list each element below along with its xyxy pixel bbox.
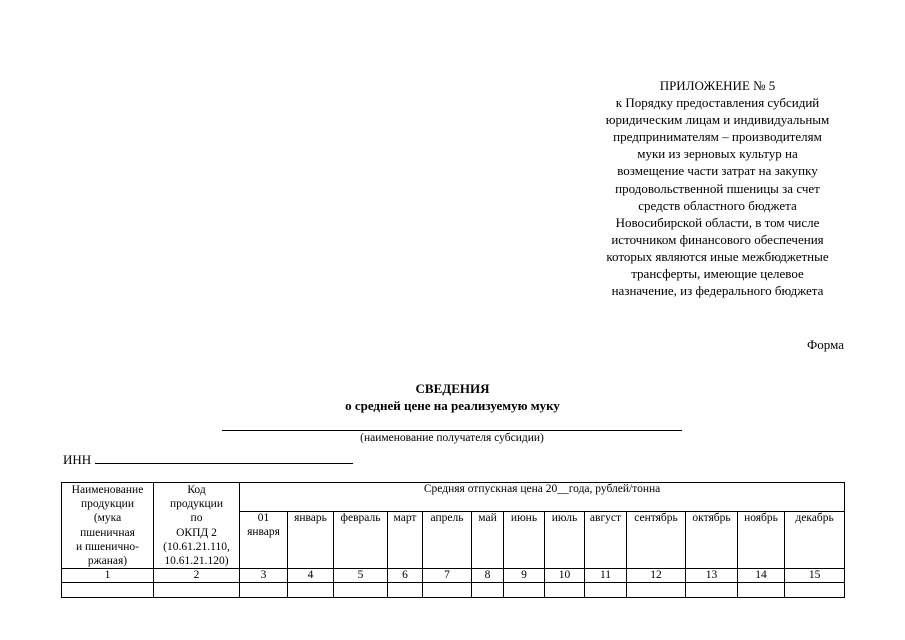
header-month: сентябрь (627, 512, 686, 569)
column-number: 6 (388, 569, 423, 583)
table-cell[interactable] (504, 583, 545, 598)
header-month: май (472, 512, 504, 569)
header-month: январь (288, 512, 334, 569)
table-cell[interactable] (738, 583, 785, 598)
column-number: 10 (545, 569, 585, 583)
header-average-price: Средняя отпускная цена 20__года, рублей/тонна (240, 483, 845, 512)
appendix-line: которых являются иные межбюджетные (606, 248, 829, 264)
table-cell[interactable] (154, 583, 240, 598)
column-number: 2 (154, 569, 240, 583)
column-number: 15 (785, 569, 845, 583)
column-number: 9 (504, 569, 545, 583)
price-table (61, 482, 845, 598)
appendix-line: ПРИЛОЖЕНИЕ № 5 (659, 78, 776, 93)
table-cell[interactable] (423, 583, 472, 598)
inn-field (63, 448, 353, 468)
column-number: 4 (288, 569, 334, 583)
appendix-line: к Порядку предоставления субсидий (615, 95, 820, 111)
header-month: ноябрь (738, 512, 785, 569)
recipient-name-line[interactable] (222, 430, 682, 431)
appendix-line: муки из зерновых культур на (637, 146, 798, 162)
column-number: 7 (423, 569, 472, 583)
header-month: декабрь (785, 512, 845, 569)
header-product-name: Наименование продукции (мука пшеничная и пшенично- ржаная) (62, 483, 154, 569)
appendix-line: возмещение части затрат на закупку (617, 163, 818, 179)
table-cell[interactable] (240, 583, 288, 598)
column-number: 5 (334, 569, 388, 583)
header-month: февраль (334, 512, 388, 569)
appendix-block (560, 77, 875, 299)
table-cell[interactable] (288, 583, 334, 598)
table-cell[interactable] (686, 583, 738, 598)
document-title: СВЕДЕНИЯ (415, 381, 490, 396)
inn-label: ИНН (63, 452, 92, 467)
form-label: Форма (807, 337, 844, 352)
column-number-row (62, 569, 845, 583)
table-cell[interactable] (585, 583, 627, 598)
table-cell[interactable] (785, 583, 845, 598)
recipient-caption: (наименование получателя субсидии) (360, 432, 544, 444)
table-cell[interactable] (472, 583, 504, 598)
column-number: 3 (240, 569, 288, 583)
appendix-line: трансферты, имеющие целевое (631, 266, 804, 282)
header-month: март (388, 512, 423, 569)
appendix-line: назначение, из федерального бюджета (611, 283, 824, 299)
header-month: июнь (504, 512, 545, 569)
column-number: 12 (627, 569, 686, 583)
column-number: 11 (585, 569, 627, 583)
header-product-code: Код продукции по ОКПД 2 (10.61.21.110, 10.61.21.120) (154, 483, 240, 569)
appendix-line: источником финансового обеспечения (611, 231, 824, 247)
table-header-row (62, 483, 845, 512)
header-month: апрель (423, 512, 472, 569)
header-month: июль (545, 512, 585, 569)
column-number: 1 (62, 569, 154, 583)
appendix-line: юридическим лицам и индивидуальным (605, 112, 830, 128)
appendix-line: Новосибирской области, в том числе (615, 214, 820, 230)
table-cell[interactable] (334, 583, 388, 598)
header-month: август (585, 512, 627, 569)
table-cell[interactable] (545, 583, 585, 598)
appendix-line: средств областного бюджета (638, 197, 797, 213)
column-number: 14 (738, 569, 785, 583)
header-month: октябрь (686, 512, 738, 569)
column-number: 13 (686, 569, 738, 583)
column-number: 8 (472, 569, 504, 583)
inn-input-line[interactable] (95, 448, 353, 464)
table-cell[interactable] (62, 583, 154, 598)
table-cell[interactable] (388, 583, 423, 598)
document-subtitle: о средней цене на реализуемую муку (345, 398, 560, 413)
header-month: 01 января (240, 512, 288, 569)
table-cell[interactable] (627, 583, 686, 598)
appendix-line: продовольственной пшеницы за счет (615, 180, 820, 196)
appendix-line: предпринимателям – производителям (613, 129, 822, 145)
table-row (62, 583, 845, 598)
